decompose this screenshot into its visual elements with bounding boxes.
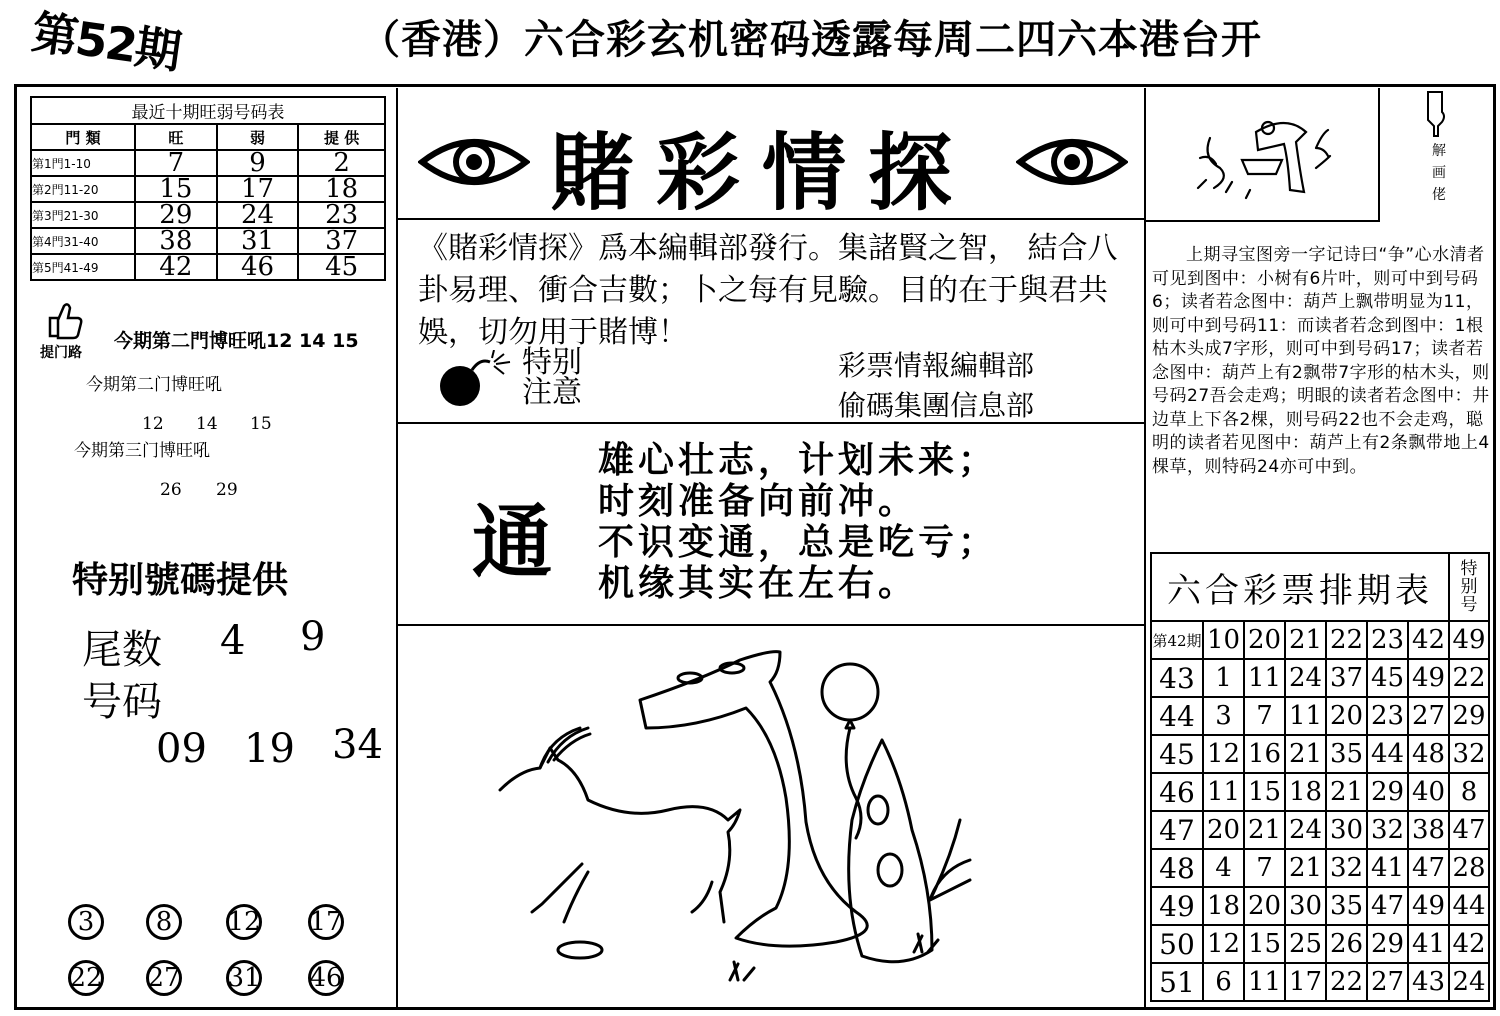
tip-line1: 今期第二门博旺吼 — [86, 375, 222, 395]
special-value: 49 — [1449, 621, 1489, 659]
cell-value: 23 — [1367, 697, 1408, 735]
cell-value: 35 — [1326, 735, 1367, 773]
table-header: 弱 — [217, 124, 299, 150]
cell-value: 4 — [1203, 849, 1244, 887]
cell-value: 49 — [1408, 659, 1449, 697]
period: 43 — [1151, 659, 1203, 697]
cell-value: 6 — [1203, 963, 1244, 1001]
table-row — [31, 202, 385, 228]
cell-value: 48 — [1408, 735, 1449, 773]
row-label: 第3門21-30 — [31, 202, 135, 228]
tip-main: 今期第二門博旺吼12 14 15 — [114, 330, 359, 352]
tail-num: 9 — [300, 614, 326, 660]
cell-value: 18 — [298, 176, 385, 202]
cell-value: 38 — [1408, 811, 1449, 849]
issue-number: 第52期 — [28, 4, 183, 80]
cell-value: 21 — [1285, 849, 1326, 887]
number-circle: 31 — [226, 960, 262, 996]
period: 48 — [1151, 849, 1203, 887]
cell-value: 11 — [1285, 697, 1326, 735]
tail-label: 尾数 — [82, 627, 162, 673]
headline: （香港）六合彩玄机密码透露每周二四六本港台开 — [360, 17, 1262, 63]
table-row — [31, 150, 385, 176]
tip-num: 14 — [196, 414, 218, 434]
cell-value: 32 — [1326, 849, 1367, 887]
code-num: 09 — [156, 726, 207, 772]
table-header: 提 供 — [298, 124, 385, 150]
special-value: 22 — [1449, 659, 1489, 697]
riddle-picture — [1186, 108, 1336, 208]
cell-value: 42 — [135, 254, 217, 280]
cell-value: 20 — [1244, 887, 1285, 925]
eye-icon — [418, 130, 530, 194]
cell-value: 20 — [1326, 697, 1367, 735]
jiehua-label — [1430, 140, 1448, 206]
cell-value: 22 — [1326, 621, 1367, 659]
cell-value: 46 — [217, 254, 299, 280]
table-header: 旺 — [135, 124, 217, 150]
cell-value: 21 — [1244, 811, 1285, 849]
code-num: 19 — [244, 726, 295, 772]
number-circle: 27 — [146, 960, 182, 996]
cell-value: 30 — [1285, 887, 1326, 925]
cell-value: 11 — [1203, 773, 1244, 811]
table-row — [1151, 963, 1489, 1001]
cell-value: 24 — [1285, 811, 1326, 849]
table-row — [1151, 925, 1489, 963]
cell-value: 25 — [1285, 925, 1326, 963]
cell-value: 31 — [217, 228, 299, 254]
cell-value: 18 — [1203, 887, 1244, 925]
jiehua-char: 画 — [1432, 165, 1446, 181]
code-label: 号码 — [82, 679, 162, 725]
table-row — [1151, 773, 1489, 811]
cell-value: 22 — [1326, 963, 1367, 1001]
recent-numbers-table — [30, 96, 386, 281]
cell-value: 27 — [1408, 697, 1449, 735]
period: 47 — [1151, 811, 1203, 849]
cell-value: 45 — [298, 254, 385, 280]
cell-value: 7 — [1244, 697, 1285, 735]
notice-label: 注意 — [522, 375, 582, 410]
recent-table-caption: 最近十期旺弱号码表 — [31, 97, 385, 124]
table-row — [1151, 697, 1489, 735]
special-value: 32 — [1449, 735, 1489, 773]
table-row — [1151, 735, 1489, 773]
period: 51 — [1151, 963, 1203, 1001]
tong-character: 通 — [472, 496, 552, 589]
special-value: 44 — [1449, 887, 1489, 925]
cell-value: 11 — [1244, 963, 1285, 1001]
divider-poem — [398, 624, 1144, 626]
cell-value: 12 — [1203, 925, 1244, 963]
divider-left — [396, 88, 398, 1008]
pointing-hand-icon — [1422, 88, 1450, 138]
cell-value: 35 — [1326, 887, 1367, 925]
tip-icon-caption: 提门路 — [40, 345, 82, 361]
cell-value: 29 — [135, 202, 217, 228]
eye-icon — [1016, 130, 1128, 194]
special-label-char: 特 — [1460, 559, 1478, 579]
poem-line: 不识变通，总是吃亏； — [598, 522, 999, 563]
cell-value: 23 — [298, 202, 385, 228]
cell-value: 16 — [1244, 735, 1285, 773]
special-label-char: 号 — [1460, 595, 1478, 615]
cell-value: 21 — [1285, 735, 1326, 773]
table-row — [31, 176, 385, 202]
special-value: 8 — [1449, 773, 1489, 811]
cell-value: 10 — [1203, 621, 1244, 659]
cell-value: 20 — [1203, 811, 1244, 849]
cell-value: 17 — [1285, 963, 1326, 1001]
cell-value: 37 — [298, 228, 385, 254]
cell-value: 29 — [1367, 925, 1408, 963]
row-label: 第5門41-49 — [31, 254, 135, 280]
cell-value: 21 — [1285, 621, 1326, 659]
cell-value: 23 — [1367, 621, 1408, 659]
tip-line2: 今期第三门博旺吼 — [74, 441, 210, 461]
table-header: 門 類 — [31, 124, 135, 150]
tip-num: 26 — [160, 480, 182, 500]
table-row — [1151, 887, 1489, 925]
cell-value: 7 — [1244, 849, 1285, 887]
period: 50 — [1151, 925, 1203, 963]
cell-value: 1 — [1203, 659, 1244, 697]
tail-num: 4 — [220, 618, 246, 664]
special-value: 28 — [1449, 849, 1489, 887]
divider-right — [1144, 88, 1146, 1008]
cell-value: 40 — [1408, 773, 1449, 811]
poem — [598, 440, 998, 604]
poem-line: 雄心壮志，计划未来； — [598, 440, 999, 481]
number-circle: 46 — [308, 960, 344, 996]
cell-value: 11 — [1244, 659, 1285, 697]
cell-value: 44 — [1367, 735, 1408, 773]
cell-value: 27 — [1367, 963, 1408, 1001]
riddle-text: 上期寻宝图旁一字记诗曰“争”心水清者可见到图中：小树有6片叶，则可中到号码6；读者若念图中：葫芦上飘带明显为11，则可中到号码11：而读者若念到图中：1根枯木头成7字形，则可中到号码17；读者若念图中：葫芦上有2飘带7字形的枯木头，则号码27吾会走鸡；明眼的读者若念图中：井边草上下各2棵，则号码22也不会走鸡，聪明的读者若见图中：葫芦上有2条飘带地上4棵草，则特码24亦可中到。 — [1152, 245, 1490, 477]
table-row — [1151, 621, 1489, 659]
cell-value: 41 — [1367, 849, 1408, 887]
cell-value: 3 — [1203, 697, 1244, 735]
cell-value: 2 — [298, 150, 385, 176]
number-circle: 8 — [146, 904, 182, 940]
cell-value: 21 — [1326, 773, 1367, 811]
period: 44 — [1151, 697, 1203, 735]
cell-value: 24 — [1285, 659, 1326, 697]
dept-name: 偷碼集團信息部 — [838, 389, 1035, 422]
cell-value: 37 — [1326, 659, 1367, 697]
cell-value: 41 — [1408, 925, 1449, 963]
table-row — [31, 254, 385, 280]
special-value: 42 — [1449, 925, 1489, 963]
cell-value: 49 — [1408, 887, 1449, 925]
row-label: 第2門11-20 — [31, 176, 135, 202]
tip-num: 15 — [250, 414, 272, 434]
cell-value: 29 — [1367, 773, 1408, 811]
special-value: 29 — [1449, 697, 1489, 735]
row-label: 第4門31-40 — [31, 228, 135, 254]
cell-value: 47 — [1408, 849, 1449, 887]
cell-value: 9 — [217, 150, 299, 176]
special-label-char: 别 — [1460, 577, 1478, 597]
code-num: 34 — [332, 722, 383, 768]
cell-value: 15 — [135, 176, 217, 202]
special-value: 47 — [1449, 811, 1489, 849]
illustration-goat-tree — [480, 650, 1020, 990]
cell-value: 47 — [1367, 887, 1408, 925]
table-row — [31, 228, 385, 254]
table-row — [1151, 849, 1489, 887]
tip-num: 29 — [216, 480, 238, 500]
jiehua-char: 佬 — [1432, 187, 1446, 203]
period: 第42期 — [1151, 621, 1203, 659]
cell-value: 15 — [1244, 773, 1285, 811]
intro-text: 《賭彩情探》爲本編輯部發行。集諸賢之智， 結合八卦易理、衝合吉數；卜之每有見驗。目的在于與君共娛，切勿用于賭博！ — [418, 231, 1118, 350]
row-label: 第1門1-10 — [31, 150, 135, 176]
table-row — [1151, 811, 1489, 849]
jiehua-char: 解 — [1432, 143, 1446, 159]
cell-value: 17 — [217, 176, 299, 202]
cell-value: 30 — [1326, 811, 1367, 849]
logo-title: 賭彩情探 — [550, 123, 975, 222]
period: 45 — [1151, 735, 1203, 773]
schedule-title: 六合彩票排期表 — [1151, 553, 1449, 621]
special-title: 特别號碼提供 — [72, 560, 289, 601]
cell-value: 26 — [1326, 925, 1367, 963]
divider-riddle-img — [1146, 220, 1378, 222]
cell-value: 20 — [1244, 621, 1285, 659]
cell-value: 15 — [1244, 925, 1285, 963]
cell-value: 18 — [1285, 773, 1326, 811]
poem-line: 机缘其实在左右。 — [598, 563, 919, 604]
number-circle: 3 — [68, 904, 104, 940]
cell-value: 45 — [1367, 659, 1408, 697]
poem-line: 时刻准备向前冲。 — [598, 481, 919, 522]
period: 49 — [1151, 887, 1203, 925]
tip-num: 12 — [142, 414, 164, 434]
dept-name: 彩票情報編輯部 — [838, 349, 1035, 382]
cell-value: 42 — [1408, 621, 1449, 659]
cell-value: 38 — [135, 228, 217, 254]
number-circle: 17 — [308, 904, 344, 940]
period: 46 — [1151, 773, 1203, 811]
divider-jiehua — [1378, 88, 1380, 222]
cell-value: 12 — [1203, 735, 1244, 773]
cell-value: 43 — [1408, 963, 1449, 1001]
number-circle: 12 — [226, 904, 262, 940]
schedule-table — [1150, 552, 1490, 1002]
thumbs-up-icon — [44, 298, 84, 342]
special-label — [1449, 553, 1489, 621]
table-row — [1151, 659, 1489, 697]
cell-value: 32 — [1367, 811, 1408, 849]
special-value: 24 — [1449, 963, 1489, 1001]
cell-value: 24 — [217, 202, 299, 228]
notice-label: 特别 — [522, 345, 582, 380]
number-circle: 22 — [68, 960, 104, 996]
cell-value: 7 — [135, 150, 217, 176]
bomb-icon — [438, 350, 520, 408]
